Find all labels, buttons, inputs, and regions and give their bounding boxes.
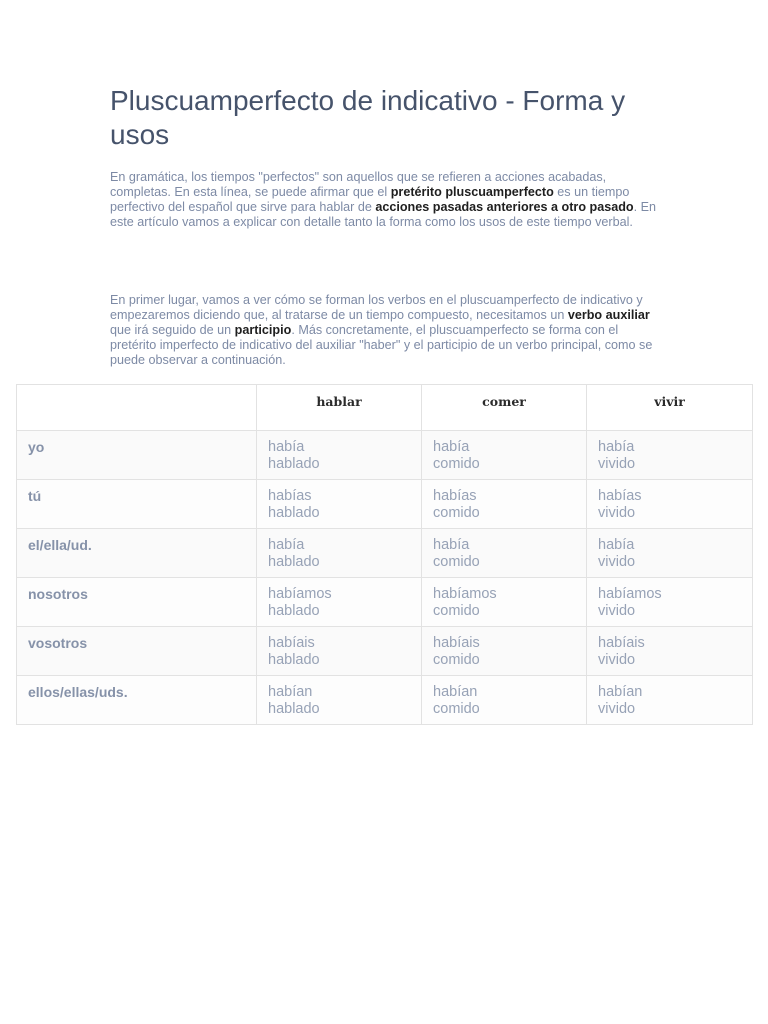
conjugation-cell <box>587 431 753 480</box>
conjugation-cell <box>587 627 753 676</box>
auxiliary-word: habían <box>598 684 643 700</box>
participle-word: comido <box>433 701 480 717</box>
participle-word: vivido <box>598 652 636 668</box>
auxiliary-word: habíamos <box>268 586 332 602</box>
intro-paragraph <box>110 170 658 230</box>
header-pronoun <box>17 385 257 431</box>
pronoun-cell: vosotros <box>17 627 257 676</box>
formation-text-2: que irá seguido de un <box>110 323 235 337</box>
conjugation-cell <box>587 578 753 627</box>
conjugation-cell <box>422 627 587 676</box>
conjugation-table <box>16 384 753 725</box>
participle-word: comido <box>433 456 480 472</box>
auxiliary-word: habíais <box>433 635 480 651</box>
participle-word: comido <box>433 505 480 521</box>
conjugation-cell <box>257 578 422 627</box>
auxiliary-word: había <box>598 537 635 553</box>
formation-text-3: . Más concretamente, el pluscuamperfecto se forma con el pretérito imperfecto de indicativo del auxiliar "haber" y el participio de un verbo principal, como se puede observar a continuación. <box>110 323 653 367</box>
formation-paragraph <box>110 293 658 368</box>
table-row <box>17 627 753 676</box>
page-title: Pluscuamperfecto de indicativo - Forma y usos <box>110 85 626 150</box>
participle-word: comido <box>433 603 480 619</box>
pronoun-cell: nosotros <box>17 578 257 627</box>
conjugation-cell <box>422 578 587 627</box>
participle-word: hablado <box>268 456 320 472</box>
auxiliary-word: había <box>598 439 635 455</box>
intro-bold-1: pretérito pluscuamperfecto <box>390 185 554 199</box>
conjugation-cell <box>257 431 422 480</box>
auxiliary-word: habían <box>268 684 313 700</box>
table-row <box>17 578 753 627</box>
pronoun-cell: yo <box>17 431 257 480</box>
header-vivir: vivir <box>587 385 753 431</box>
conjugation-cell <box>257 480 422 529</box>
auxiliary-word: habíais <box>268 635 315 651</box>
auxiliary-word: habías <box>433 488 477 504</box>
formation-text-1: En primer lugar, vamos a ver cómo se forman los verbos en el pluscuamperfecto de indicativo y empezaremos diciendo que, al tratarse de un tiempo compuesto, necesitamos un <box>110 293 643 322</box>
conjugation-cell <box>587 529 753 578</box>
conjugation-cell <box>422 480 587 529</box>
conjugation-cell <box>257 627 422 676</box>
pronoun-cell: ellos/ellas/uds. <box>17 676 257 725</box>
participle-word: vivido <box>598 456 636 472</box>
participle-word: vivido <box>598 603 636 619</box>
participle-word: comido <box>433 652 480 668</box>
participle-word: vivido <box>598 554 636 570</box>
participle-word: hablado <box>268 554 320 570</box>
participle-word: vivido <box>598 505 636 521</box>
participle-word: hablado <box>268 505 320 521</box>
auxiliary-word: habíamos <box>433 586 497 602</box>
conjugation-cell <box>257 529 422 578</box>
auxiliary-word: había <box>433 439 470 455</box>
intro-text-3: . En este artículo vamos a explicar con detalle tanto la forma como los usos de este tiempo verbal. <box>110 200 657 229</box>
table-row <box>17 676 753 725</box>
participle-word: hablado <box>268 701 320 717</box>
header-hablar: hablar <box>257 385 422 431</box>
table-header-row <box>17 385 753 431</box>
intro-text-2: es un tiempo perfectivo del español que sirve para hablar de <box>110 185 630 214</box>
conjugation-cell <box>587 676 753 725</box>
conjugation-cell <box>422 431 587 480</box>
conjugation-cell <box>587 480 753 529</box>
participle-word: hablado <box>268 603 320 619</box>
auxiliary-word: había <box>268 439 305 455</box>
table-row <box>17 529 753 578</box>
participle-word: vivido <box>598 701 636 717</box>
auxiliary-word: había <box>433 537 470 553</box>
pronoun-cell: tú <box>17 480 257 529</box>
conjugation-cell <box>422 529 587 578</box>
auxiliary-word: había <box>268 537 305 553</box>
participle-word: comido <box>433 554 480 570</box>
auxiliary-word: habías <box>598 488 642 504</box>
table-row <box>17 480 753 529</box>
header-comer: comer <box>422 385 587 431</box>
intro-text-1: En gramática, los tiempos "perfectos" son aquellos que se refieren a acciones acabadas, completas. En esta línea, se puede afirmar que el <box>110 170 607 199</box>
pronoun-cell: el/ella/ud. <box>17 529 257 578</box>
auxiliary-word: habíamos <box>598 586 662 602</box>
auxiliary-word: habían <box>433 684 478 700</box>
table-row <box>17 431 753 480</box>
conjugation-cell <box>422 676 587 725</box>
formation-bold-1: verbo auxiliar <box>567 308 650 322</box>
formation-bold-2: participio <box>234 323 292 337</box>
conjugation-cell <box>257 676 422 725</box>
participle-word: hablado <box>268 652 320 668</box>
auxiliary-word: habías <box>268 488 312 504</box>
intro-bold-2: acciones pasadas anteriores a otro pasado <box>375 200 634 214</box>
auxiliary-word: habíais <box>598 635 645 651</box>
